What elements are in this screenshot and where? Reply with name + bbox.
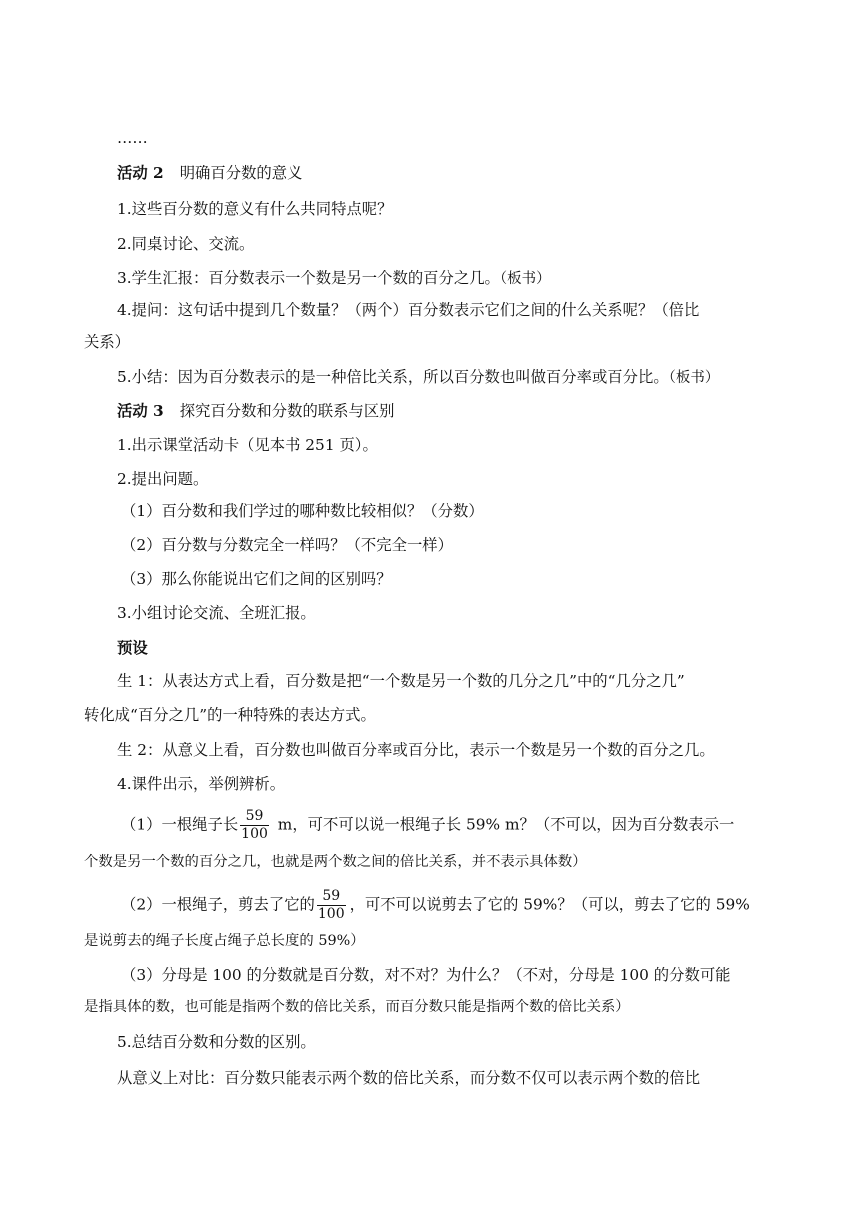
preset-item-5: 5.总结百分数和分数的区别。 — [117, 1033, 316, 1051]
example-3-line2: 是指具体的数，也可能是指两个数的倍比关系，而百分数只能是指两个数的倍比关系） — [84, 999, 630, 1015]
fraction-denominator: 100 — [241, 826, 268, 842]
activity2-item-3 — [0, 267, 860, 290]
activity2-item-5 — [0, 366, 860, 389]
activity3-item-3: 3.小组讨论交流、全班汇报。 — [117, 604, 316, 622]
fraction-numerator: 59 — [317, 888, 346, 906]
activity2-item-3-text: 3.学生汇报：百分数表示一个数是另一个数的百分之几。 — [117, 269, 500, 287]
activity3-question-3: （3）那么你能说出它们之间的区别吗？ — [121, 570, 392, 588]
activity2-item-4: 4.提问：这句话中提到几个数量？（两个）百分数表示它们之间的什么关系呢？（倍比 — [117, 301, 700, 319]
activity2-heading — [0, 162, 860, 184]
example-1-pre: （1）一根绳子长 — [121, 815, 239, 834]
fraction-59-100 — [240, 808, 269, 843]
activity3-item-2: 2.提出问题。 — [117, 470, 209, 488]
student2-line: 生 2：从意义上看，百分数也叫做百分率或百分比，表示一个数是另一个数的百分之几。 — [117, 741, 715, 759]
ellipsis: …… — [117, 129, 148, 147]
fraction-denominator: 100 — [317, 906, 345, 922]
activity2-item-1: 1.这些百分数的意义有什么共同特点呢？ — [117, 200, 393, 218]
activity2-subtitle: 明确百分数的意义 — [179, 164, 303, 182]
activity3-question-1: （1）百分数和我们学过的哪种数比较相似？（分数） — [121, 502, 484, 520]
activity2-item-2: 2.同桌讨论、交流。 — [117, 235, 255, 253]
activity3-item-1: 1.出示课堂活动卡（见本书 251 页）。 — [117, 436, 378, 454]
example-1-post: m，可不可以说一根绳子长 59% m？（不可以，因为百分数表示一 — [272, 815, 735, 834]
preset-item-4: 4.课件出示，举例辨析。 — [117, 775, 286, 793]
preset-title: 预设 — [117, 639, 148, 657]
student1-line1: 生 1：从表达方式上看，百分数是把“一个数是另一个数的几分之几”中的“几分之几” — [117, 672, 685, 690]
example-3-line1: （3）分母是 100 的分数就是百分数，对不对？为什么？（不对，分母是 100 的分数可能 — [121, 966, 731, 984]
example-1-line1 — [0, 808, 860, 843]
activity2-item-4-cont: 关系） — [84, 333, 131, 351]
activity3-heading — [0, 400, 860, 422]
example-2-line2: 是说剪去的绳子长度占绳子总长度的 59%） — [84, 933, 365, 949]
student1-line2: 转化成“百分之几”的一种特殊的表达方式。 — [84, 706, 376, 724]
board-note-2: （板书） — [668, 370, 720, 386]
activity3-subtitle: 探究百分数和分数的联系与区别 — [179, 402, 395, 420]
activity2-title: 活动 2 — [117, 164, 164, 182]
example-2-pre: （2）一根绳子，剪去了它的 — [121, 895, 315, 914]
compare-line: 从意义上对比：百分数只能表示两个数的倍比关系，而分数不仅可以表示两个数的倍比 — [117, 1069, 701, 1087]
fraction-numerator: 59 — [240, 808, 269, 826]
fraction-59-100-b — [317, 888, 346, 923]
activity2-item-5-text: 5.小结：因为百分数表示的是一种倍比关系，所以百分数也叫做百分率或百分比。 — [117, 368, 669, 386]
activity3-question-2: （2）百分数与分数完全一样吗？（不完全一样） — [121, 536, 453, 554]
example-2-line1 — [0, 888, 860, 923]
example-1-line2: 个数是另一个数的百分之几，也就是两个数之间的倍比关系，并不表示具体数） — [84, 854, 587, 870]
board-note: （板书） — [499, 271, 551, 287]
example-2-post: ，可不可以说剪去了它的 59%？（可以，剪去了它的 59% — [349, 895, 750, 914]
activity3-title: 活动 3 — [117, 402, 164, 420]
